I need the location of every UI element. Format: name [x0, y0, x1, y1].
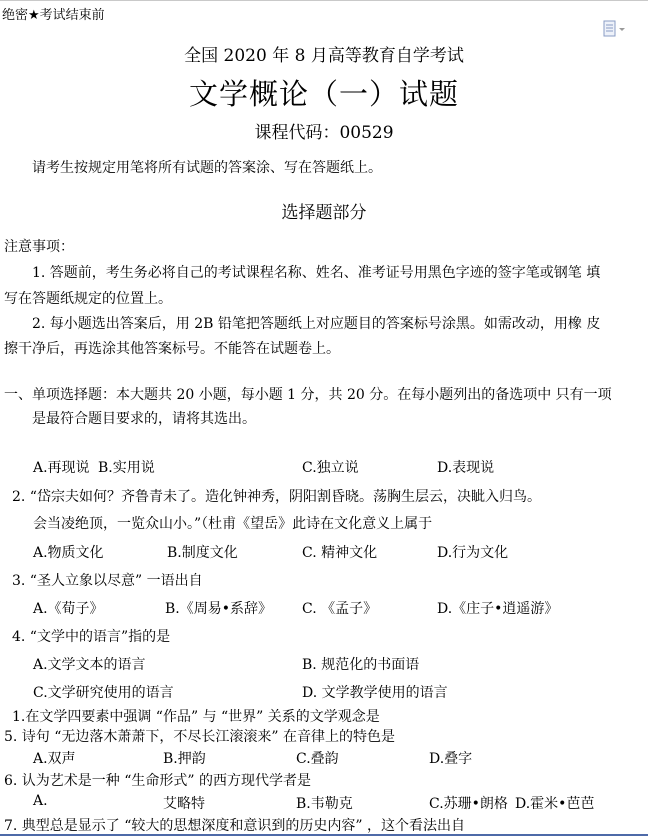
q6-option-d[interactable]: D.霍米•芭芭: [515, 796, 595, 812]
note-1-line-1: 1. 答题前，考生务必将自己的考试课程名称、姓名、准考证号用黑色字迹的签字笔或钢笔 填: [32, 265, 601, 281]
q2-option-c[interactable]: C. 精神文化: [302, 545, 378, 561]
q2-stem-line-1: 2. “岱宗夫如何？齐鲁青未了。造化钟神秀，阴阳割昏晓。荡胸生层云，决眦入归鸟。: [12, 489, 541, 505]
q1-option-b[interactable]: B.实用说: [98, 460, 155, 476]
top-border: [0, 0, 648, 1]
q3-option-b[interactable]: B.《周易•系辞》: [165, 601, 272, 617]
confidential-label: 绝密★考试结束前: [2, 8, 105, 23]
q4-stem: 4. “文学中的语言”指的是: [12, 629, 171, 645]
course-code: 课程代码：00529: [254, 123, 394, 143]
q6-option-c[interactable]: C.苏珊•朗格: [429, 796, 508, 812]
q5-option-a[interactable]: A.双声: [33, 751, 76, 767]
q5-option-b[interactable]: B.押韵: [163, 751, 206, 767]
notes-heading: 注意事项：: [4, 239, 74, 255]
q6-option-b[interactable]: B.韦勒克: [296, 796, 353, 812]
part-one-heading-cont: 是最符合题目要求的，请将其选出。: [32, 411, 256, 427]
q6-stem: 6. 认为艺术是一种 “生命形式” 的西方现代学者是: [4, 773, 312, 789]
subject-title: 文学概论（一）试题: [188, 77, 459, 111]
q1-option-c[interactable]: C.独立说: [302, 460, 359, 476]
q6-option-a[interactable]: A.: [33, 793, 48, 809]
q4-option-a[interactable]: A.文学文本的语言: [33, 657, 146, 673]
q4-option-b[interactable]: B. 规范化的书面语: [302, 657, 420, 673]
section-title: 选择题部分: [281, 203, 367, 223]
q2-option-b[interactable]: B.制度文化: [167, 545, 238, 561]
q5-stem: 5. 诗句 “无边落木萧萧下，不尽长江滚滚来” 在音律上的特色是: [4, 729, 396, 745]
q1-option-a[interactable]: A.再现说: [33, 460, 90, 476]
q3-stem: 3. “圣人立象以尽意” 一语出自: [12, 573, 203, 589]
q6-option-a-text[interactable]: 艾略特: [163, 796, 205, 812]
note-2-line-2: 擦干净后，再选涂其他答案标号。不能答在试题卷上。: [4, 341, 340, 357]
exam-title-line: 全国 2020 年 8 月高等教育自学考试: [184, 46, 464, 66]
q1-stem: 1.在文学四要素中强调 “作品” 与 “世界” 关系的文学观念是: [12, 709, 380, 725]
intro-text: 请考生按规定用笔将所有试题的答案涂、写在答题纸上。: [32, 160, 382, 176]
q5-option-d[interactable]: D.叠字: [429, 751, 473, 767]
q2-option-d[interactable]: D.行为文化: [437, 545, 509, 561]
q3-option-a[interactable]: A.《荀子》: [33, 601, 104, 617]
q4-option-c[interactable]: C.文学研究使用的语言: [33, 685, 174, 701]
document-icon[interactable]: [603, 20, 627, 38]
q3-option-c[interactable]: C. 《孟子》: [302, 601, 378, 617]
part-one-heading: 一、单项选择题：本大题共 20 小题，每小题 1 分，共 20 分。在每小题列出的备选项中 只有一项: [4, 387, 612, 403]
q7-stem: 7. 典型总是显示了 “较大的思想深度和意识到的历史内容” ，这个看法出自: [4, 818, 466, 834]
q2-stem-line-2: 会当凌绝顶，一览众山小。”（杜甫《望岳》此诗在文化意义上属于: [33, 516, 433, 532]
q1-option-d[interactable]: D.表现说: [437, 460, 495, 476]
note-2-line-1: 2. 每小题选出答案后，用 2B 铅笔把答题纸上对应题目的答案标号涂黑。如需改动，用橡 皮: [32, 316, 601, 332]
q3-option-d[interactable]: D.《庄子•逍遥游》: [437, 601, 559, 617]
q5-option-c[interactable]: C.叠韵: [296, 751, 339, 767]
q4-option-d[interactable]: D. 文学教学使用的语言: [302, 685, 448, 701]
q2-option-a[interactable]: A.物质文化: [33, 545, 104, 561]
note-1-line-2: 写在答题纸规定的位置上。: [4, 291, 172, 307]
